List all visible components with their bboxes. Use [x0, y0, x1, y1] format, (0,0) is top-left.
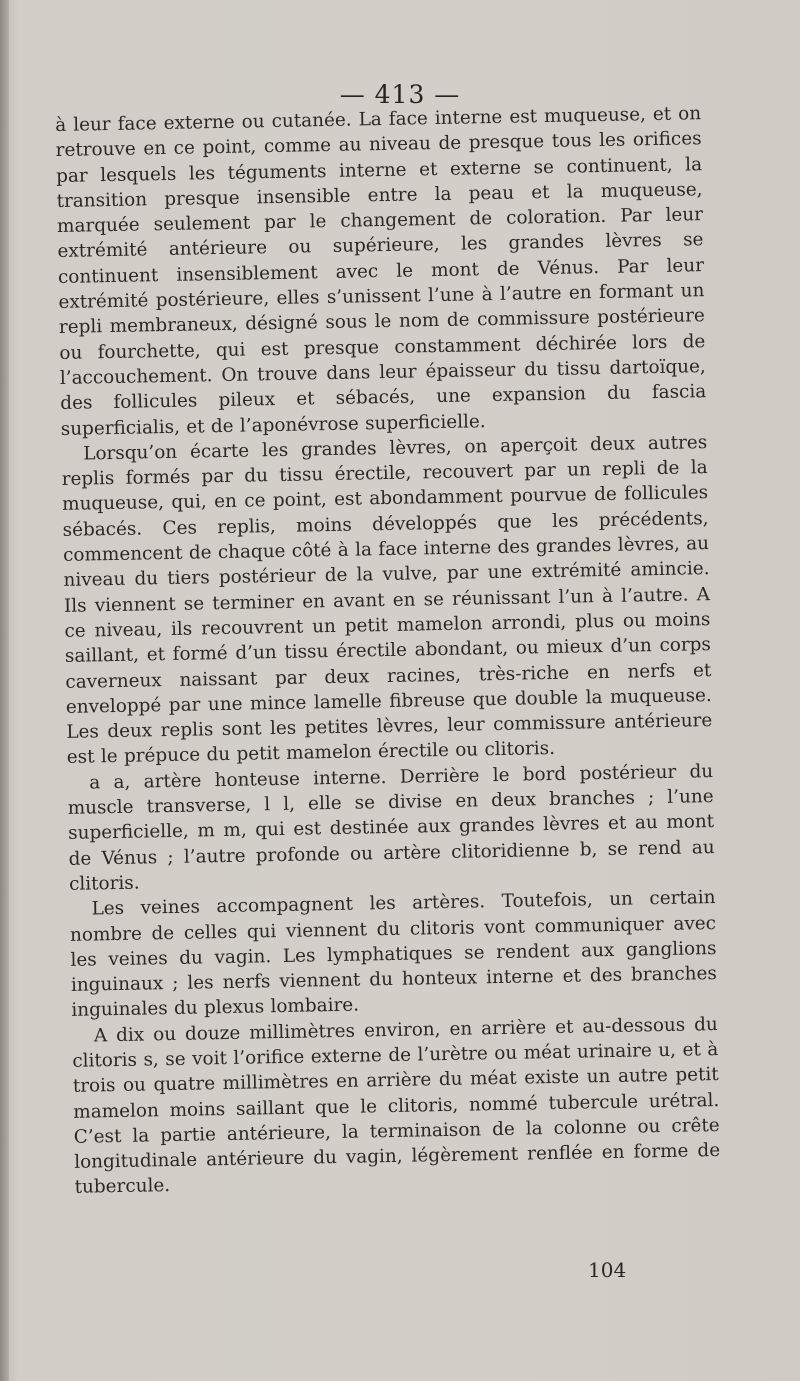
- body-text: [55, 101, 721, 1200]
- paragraph: a a, artère honteuse interne. Derrière le bord postérieur du muscle transverse, l l, elle se divise en deux branches ; l’une superficielle, m m, qui est destinée aux grandes lèvres et au mont de Vénus ; l’autre profonde ou artère clitoridienne b, se rend au clitoris.: [67, 760, 715, 895]
- paragraph: Lorsqu’on écarte les grandes lèvres, on aperçoit deux autres replis formés par du tissu érectile, recouvert par un repli de la muqueuse, qui, en ce point, est abondamment pourvue de follicules sébacés. Ces replis, moins développés que les précédents, commencent de chaque côté à la face interne des grandes lèvres, au niveau du tiers postérieur de la vulve, par une extrémité amincie. Ils viennent se terminer en avant en se réunissant l’un à l’autre. A ce niveau, ils recouvrent un petit mamelon arrondi, plus ou moins saillant, et formé d’un tissu érectile abondant, ou mieux d’un corps caverneux naissant par deux racines, très-riche en nerfs et enveloppé par une mince lamelle fibreuse que double la muqueuse. Les deux replis sont les petites lèvres, leur commissure antérieure est le prépuce du petit mamelon érectile ou clitoris.: [61, 431, 713, 769]
- paragraph: A dix ou douze millimètres environ, en arrière et au-dessous du clitoris s, se voit l’orifice externe de l’urètre ou méat urinaire u, et à trois ou quatre millimètres en arrière du méat existe un autre petit mamelon moins saillant que le clitoris, nommé tubercule urétral. C’est la partie antérieure, la terminaison de la colonne ou crête longitudinale antérieure du vagin, légèrement renflée en forme de tubercule.: [72, 1013, 721, 1199]
- page-binding-edge: [0, 0, 9, 1381]
- paragraph: Les veines accompagnent les artères. Toutefois, un certain nombre de celles qui viennent du clitoris vont communiquer avec les veines du vagin. Les lymphatiques se rendent aux ganglions inguinaux ; les nerfs viennent du honteux interne et des branches inguinales du plexus lombaire.: [69, 887, 718, 1022]
- page-header: — 413 —: [339, 80, 461, 109]
- signature-mark: 104: [588, 1258, 627, 1282]
- paragraph: à leur face externe ou cutanée. La face interne est muqueuse, et on retrouve en ce point, comme au niveau de presque tous les orifices par lesquels les téguments interne et externe se continuent, la transition presque insensible entre la peau et la muqueuse, marquée seulement par le changement de coloration. Par leur extrémité antérieure ou supérieure, les grandes lèvres se continuent insensiblement avec le mont de Vénus. Par leur extrémité postérieure, elles s’unissent l’une à l’autre en formant un repli membraneux, désigné sous le nom de commissure postérieure ou fourchette, qui est presque constamment déchirée lors de l’accouchement. On trouve dans leur épaisseur du tissu dartoïque, des follicules pileux et sébacés, une expansion du fascia superficialis, et de l’aponévrose superficielle.: [55, 103, 707, 440]
